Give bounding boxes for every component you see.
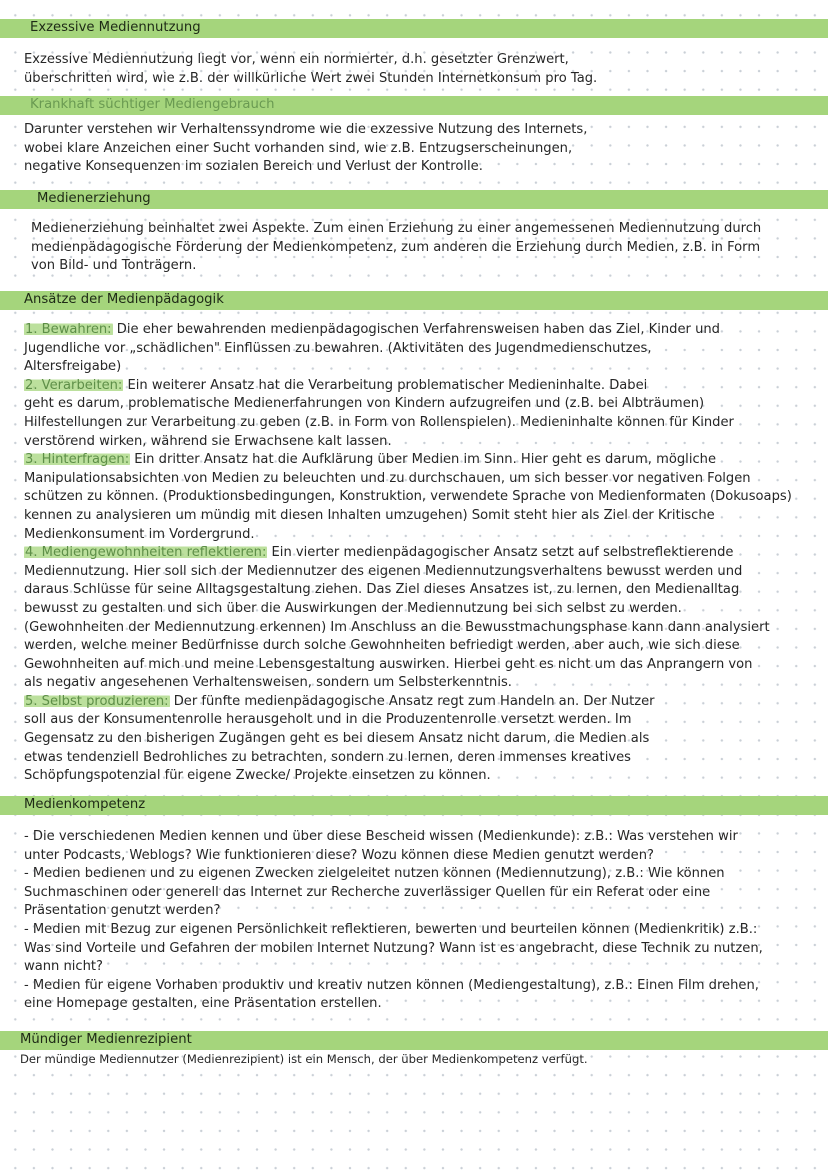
heading-band-ansaetze	[0, 291, 828, 310]
text-line: - Die verschiedenen Medien kennen und über diese Bescheid wissen (Medienkunde): z.B.: Was verstehen wir	[24, 829, 738, 844]
heading-band-kompetenz	[0, 796, 828, 815]
text-line: wobei klare Anzeichen einer Sucht vorhanden sind, wie z.B. Entzugserscheinungen,	[24, 140, 573, 156]
highlight-label: 1. Bewahren:	[25, 322, 112, 337]
text-line: - Medien für eigene Vorhaben produktiv und kreativ nutzen können (Mediengestaltung), z.B.: Einen Film drehen,	[24, 977, 759, 993]
heading-kompetenz: Medienkompetenz	[24, 797, 146, 812]
heading-exzessiv: Exzessive Mediennutzung	[30, 20, 201, 35]
text-line: Hilfestellungen zur Verarbeitung zu geben (z.B. in Form von Rollenspielen). Medieninhalte können für Kinder	[24, 414, 734, 430]
list-item-hinterfragen	[24, 451, 792, 470]
text-line: Präsentation genutzt werden?	[24, 903, 221, 919]
heading-erziehung: Medienerziehung	[37, 191, 151, 206]
text-line: Jugendliche vor „schädlichen" Einflüssen zu bewahren. (Aktivitäten des Jugendmedienschutzes,	[24, 340, 652, 356]
text-line: negative Konsequenzen im sozialen Bereich und Verlust der Kontrolle.	[24, 159, 483, 175]
text-line: wann nicht?	[24, 959, 104, 975]
text-line: Altersfreigabe)	[24, 359, 122, 375]
heading-krankhaft: Krankhaft süchtiger Mediengebrauch	[30, 97, 275, 112]
highlight-label: 5. Selbst produzieren:	[25, 693, 169, 709]
list-item-verarbeiten	[24, 377, 792, 396]
heading-band-rezipient	[0, 1031, 828, 1050]
text-line: Was sind Vorteile und Gefahren der mobilen Internet Nutzung? Wann ist es angebracht, diese Technik zu nutzen,	[24, 940, 763, 956]
text-line: geht es darum, problematische Medienerfahrungen von Kindern aufzugreifen und (z.B. bei Albträumen)	[24, 396, 705, 412]
text-line: - Medien bedienen und zu eigenen Zwecken zielgeleitet nutzen können (Mediennutzung), z.B.: Wie können	[24, 866, 725, 882]
text-line: soll aus der Konsumentenrolle herausgeholt und in die Produzentenrolle versetzt werden. Im	[24, 712, 632, 728]
text-line: verstörend wirken, während sie Erwachsene kalt lassen.	[24, 433, 392, 449]
heading-ansaetze: Ansätze der Medienpädagogik	[24, 292, 224, 307]
text-line: (Gewohnheiten der Mediennutzung erkennen) Im Anschluss an die Bewusstmachungsphase kann dann analysiert	[24, 619, 770, 635]
text-line: überschritten wird, wie z.B. der willkürliche Wert zwei Stunden Internetkonsum pro Tag.	[24, 70, 598, 86]
text-line: Medienkonsument im Vordergrund.	[24, 526, 255, 542]
list-item-reflektieren	[24, 544, 792, 563]
text-line: als negativ angesehenen Verhaltensweisen, sondern um Selbsterkenntnis.	[24, 675, 512, 691]
text-line: daraus Schlüsse für seine Alltagsgestaltung ziehen. Das Ziel dieses Ansatzes ist, zu lernen, den Medienalltag	[24, 582, 740, 598]
paragraph-krankhaft	[24, 121, 587, 177]
text-line: Manipulationsabsichten von Medien zu beleuchten und zu durchschauen, um sich besser vor negativen Folgen	[24, 470, 751, 486]
text-line: kennen zu analysieren um mündig mit diesen Inhalten umzugehen) Somit steht hier als Ziel der Kritische	[24, 507, 715, 523]
text-line: werden, welche meiner Bedürfnisse durch solche Gewohnheiten befriedigt werden, aber auch, wie sich diese	[24, 638, 740, 654]
text-run: Ein vierter medienpädagogischer Ansatz setzt auf selbstreflektierende	[267, 545, 734, 561]
text-line: etwas tendenziell Bedrohliches zu betrachten, sondern zu lernen, deren immenses kreatives	[24, 749, 631, 765]
heading-rezipient: Mündiger Medienrezipient	[20, 1032, 192, 1047]
text-line: Gewohnheiten auf mich und meine Lebensgestaltung auswirken. Hierbei geht es nicht um das Anprangern von	[24, 656, 753, 672]
text-line: Schöpfungspotenzial für eigene Zwecke/ Projekte einsetzen zu können.	[24, 768, 491, 784]
text-line: unter Podcasts, Weblogs? Wie funktionieren diese? Wozu können diese Medien genutzt werden?	[24, 847, 654, 863]
text-line: Exzessive Mediennutzung liegt vor, wenn ein normierter, d.h. gesetzter Grenzwert,	[24, 52, 569, 67]
text-run: Die eher bewahrenden medienpädagogischen Verfahrensweisen haben das Ziel, Kinder und	[112, 322, 720, 337]
list-item-bewahren	[24, 321, 792, 340]
heading-band-krankhaft	[0, 96, 828, 115]
paragraph-erziehung	[31, 220, 761, 276]
text-line: schützen zu können. (Produktionsbedingungen, Konstruktion, verwendete Sprache von Medienformaten (Dokusoaps)	[24, 489, 792, 505]
text-line: - Medien mit Bezug zur eigenen Persönlichkeit reflektieren, bewerten und beurteilen können (Medienkritik) z.B.:	[24, 921, 758, 937]
text-run: Der fünfte medienpädagogische Ansatz regt zum Handeln an. Der Nutzer	[169, 693, 655, 709]
list-item-produzieren	[24, 693, 792, 712]
heading-band-erziehung	[0, 190, 828, 209]
text-line: medienpädagogische Förderung der Medienkompetenz, zum anderen die Erziehung durch Medien, z.B. in Form	[31, 239, 761, 255]
text-line: Der mündige Mediennutzer (Medienrezipient) ist ein Mensch, der über Medienkompetenz verfügt.	[20, 1052, 588, 1066]
paragraph-exzessiv	[24, 51, 597, 88]
text-line: Medienerziehung beinhaltet zwei Aspekte. Zum einen Erziehung zu einer angemessenen Mediennutzung durch	[31, 221, 762, 236]
highlight-label: 2. Verarbeiten:	[25, 377, 123, 393]
paragraph-rezipient	[20, 1052, 588, 1067]
text-line: Gegensatz zu den bisherigen Zugängen geht es bei diesem Ansatz nicht darum, die Medien als	[24, 731, 650, 747]
text-line: Mediennutzung. Hier soll sich der Mediennutzer des eigenen Mediennutzungsverhaltens bewusst werden und	[24, 563, 743, 579]
text-run: Ein dritter Ansatz hat die Aufklärung über Medien im Sinn. Hier geht es darum, mögliche	[130, 452, 717, 468]
highlight-label: 3. Hinterfragen:	[25, 452, 130, 468]
text-line: bewusst zu gestalten und sich über die Auswirkungen der Mediennutzung bei sich selbst zu werden.	[24, 600, 682, 616]
highlight-label: 4. Mediengewohnheiten reflektieren:	[25, 545, 267, 561]
text-run: Ein weiterer Ansatz hat die Verarbeitung problematischer Medieninhalte. Dabei	[123, 377, 648, 393]
text-line: von Bild- und Tonträgern.	[31, 258, 197, 274]
paragraph-ansaetze	[24, 321, 792, 786]
paragraph-kompetenz	[24, 828, 763, 1014]
text-line: Suchmaschinen oder generell das Internet zur Recherche zuverlässiger Quellen für ein Referat oder eine	[24, 884, 711, 900]
heading-band-exzessiv	[0, 19, 828, 38]
text-line: Darunter verstehen wir Verhaltenssyndrome wie die exzessive Nutzung des Internets,	[24, 122, 588, 137]
text-line: eine Homepage gestalten, eine Präsentation erstellen.	[24, 996, 382, 1012]
